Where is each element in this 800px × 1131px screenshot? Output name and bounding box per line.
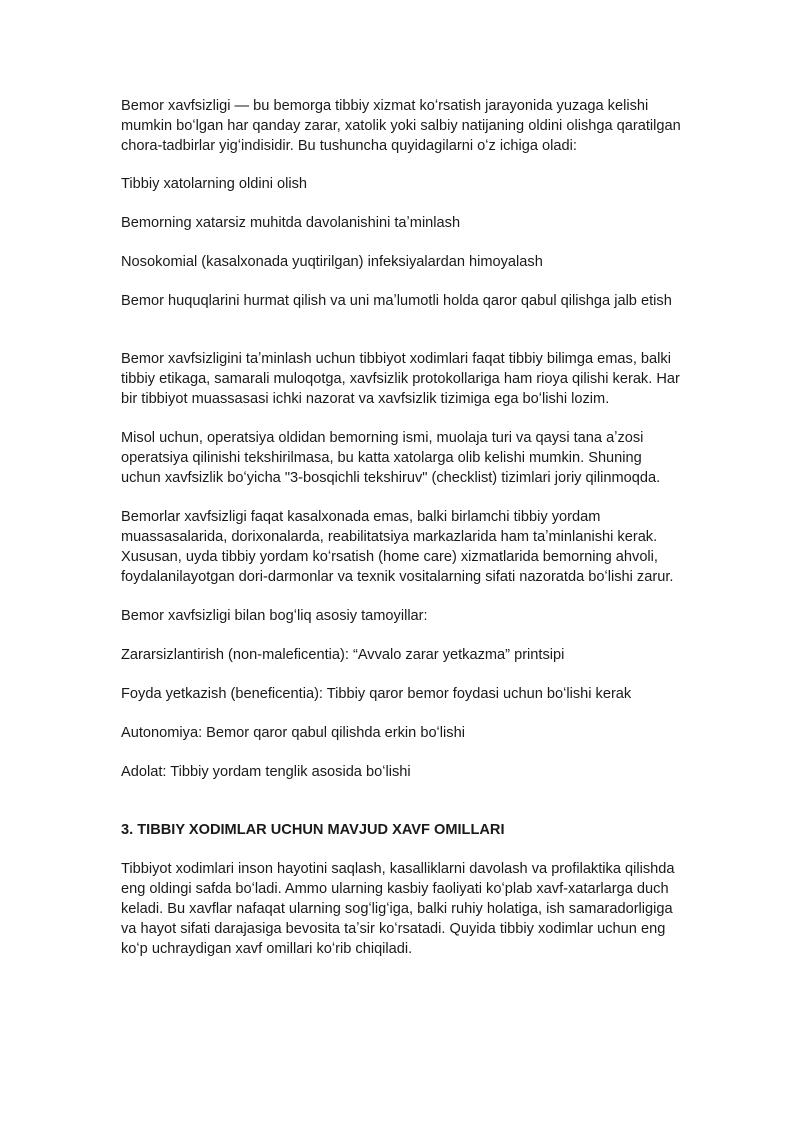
principle-item: Adolat: Tibbiy yordam tenglik asosida boʻlishi — [121, 764, 411, 780]
list-item: Bemorning xatarsiz muhitda davolanishini taʼminlash — [121, 215, 461, 231]
body-paragraph: Bemorlar xavfsizligi faqat kasalxonada emas, balki birlamchi tibbiy yordam muassasalarida, dorixonalarda, reabilitatsiya markazlarida ham taʼminlanishi kerak. Xususan, uyda tibbiy yordam koʻrsatish (home care) xizmatlarida bemorning ahvoli, foydalanilayotgan dori-darmonlar va texnik vositalarning sifati nazoratda boʻlishi zarur. — [121, 509, 674, 585]
body-paragraph: Bemor xavfsizligini taʼminlash uchun tibbiyot xodimlari faqat tibbiy bilimga emas, balki tibbiy etikaga, samarali muloqotga, xavfsizlik protokollariga ham rioya qilishi kerak. Har bir tibbiyot muassasasi ichki nazorat va xavfsizlik tizimiga ega boʻlishi lozim. — [121, 351, 680, 407]
body-paragraph: Misol uchun, operatsiya oldidan bemorning ismi, muolaja turi va qaysi tana aʼzosi operatsiya qilinishi tekshirilmasa, bu katta xatolarga olib kelishi mumkin. Shuning uchun xavfsizlik boʻyicha "3-bosqichli tekshiruv" (checklist) tizimlari joriy qilinmoqda. — [121, 430, 661, 486]
list-item: Nosokomial (kasalxonada yuqtirilgan) infeksiyalardan himoyalash — [121, 254, 543, 270]
list-item: Tibbiy xatolarning oldini olish — [121, 176, 308, 192]
principle-item: Zararsizlantirish (non-maleficentia): “Avvalo zarar yetkazma” printsipi — [121, 647, 565, 663]
section-heading: 3. TIBBIY XODIMLAR UCHUN MAVJUD XAVF OMILLARI — [121, 822, 505, 838]
section-paragraph: Tibbiyot xodimlari inson hayotini saqlash, kasalliklarni davolash va profilaktika qilishda eng oldingi safda boʻladi. Ammo ularning kasbiy faoliyati koʻplab xavf-xatarlarga duch keladi. Bu xavflar nafaqat ularning sogʻligʻiga, balki ruhiy holatiga, ish samaradorligiga va hayot sifati darajasiga bevosita taʼsir koʻrsatadi. Quyida tibbiy xodimlar uchun eng koʻp uchraydigan xavf omillari koʻrib chiqiladi. — [121, 861, 675, 957]
document-page — [121, 96, 681, 959]
intro-paragraph: Bemor xavfsizligi — bu bemorga tibbiy xizmat koʻrsatish jarayonida yuzaga kelishi mumkin boʻlgan har qanday zarar, xatolik yoki salbiy natijaning oldini olishga qaratilgan chora-tadbirlar yigʻindisidir. Bu tushuncha quyidagilarni oʻz ichiga oladi: — [121, 98, 681, 154]
principle-item: Foyda yetkazish (beneficentia): Tibbiy qaror bemor foydasi uchun boʻlishi kerak — [121, 686, 632, 702]
principles-intro: Bemor xavfsizligi bilan bogʻliq asosiy tamoyillar: — [121, 608, 428, 624]
list-item: Bemor huquqlarini hurmat qilish va uni maʼlumotli holda qaror qabul qilishga jalb etish — [121, 293, 672, 309]
principle-item: Autonomiya: Bemor qaror qabul qilishda erkin boʻlishi — [121, 725, 465, 741]
